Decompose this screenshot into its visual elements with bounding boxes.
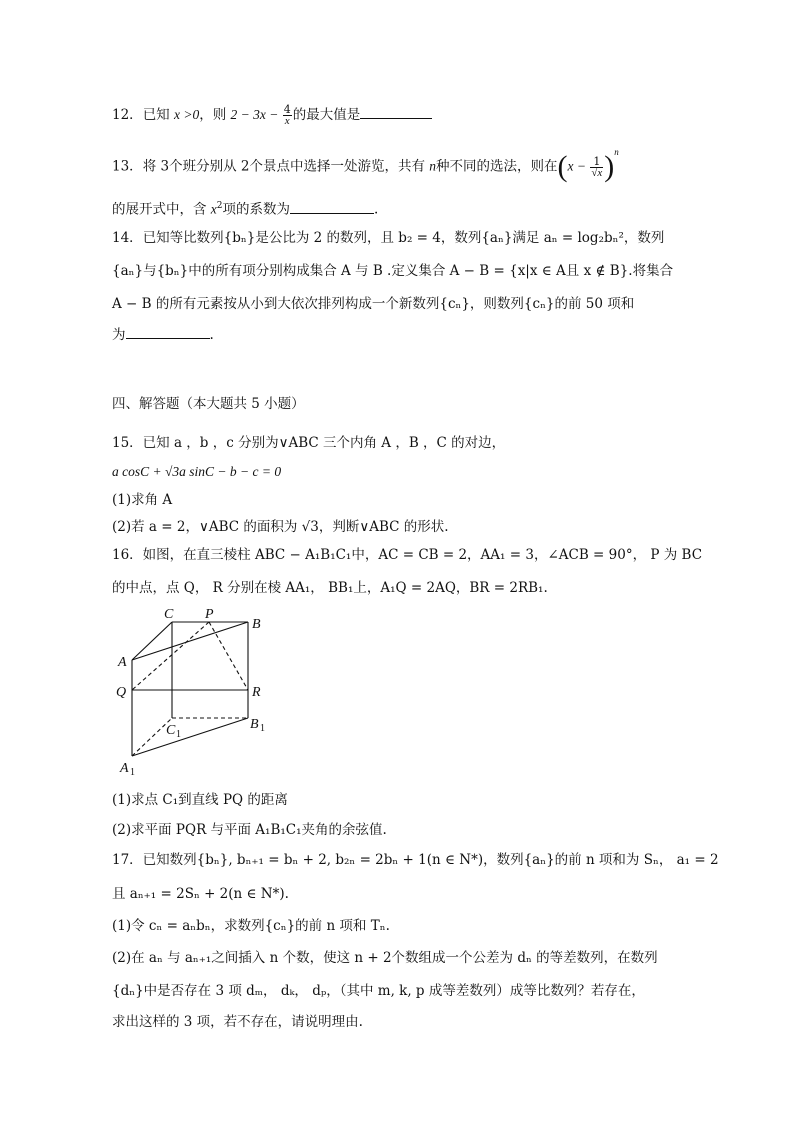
q13-power: n <box>614 147 619 157</box>
question-13-line1 <box>112 147 619 183</box>
question-13-line2 <box>112 196 378 220</box>
q12-frac-den: x <box>284 115 290 127</box>
q12-fraction <box>283 104 292 127</box>
q17-line2: 且 aₙ₊₁ = 2Sₙ + 2(n ∈ N*). <box>112 886 289 902</box>
q13-text-d: 项的系数为 <box>222 201 291 218</box>
label-B: B <box>252 617 261 632</box>
q13-binom-x: x − <box>567 158 590 174</box>
q14-number: 14． <box>112 230 143 246</box>
q13-x: x <box>210 201 217 217</box>
q13-text-c: 的展开式中，含 <box>112 201 211 218</box>
question-14-line3 <box>112 294 634 314</box>
label-B1-sub: 1 <box>260 723 265 734</box>
q13-text-a: 将 3个班分别从 2个景点中选择一处游览，共有 <box>142 158 430 175</box>
section-heading: 四、解答题（本大题共 5 小题） <box>112 396 305 412</box>
q12-number: 12． <box>112 107 143 123</box>
question-14-line4: 为 . <box>112 324 214 345</box>
q17-part1: (1)令 cₙ = aₙbₙ，求数列{cₙ}的前 n 项和 Tₙ. <box>112 918 390 934</box>
q15-line1: 15．已知 a ，b ，c 分别为∨ABC 三个内角 A ，B ，C 的对边， <box>112 435 506 451</box>
q12-post: 的最大值是 <box>292 107 361 123</box>
label-C: C <box>164 607 174 622</box>
q16-part1: (1)求点 C₁到直线 PQ 的距离 <box>112 792 288 808</box>
q15-part1: (1)求角 A <box>112 492 173 508</box>
q14-text-3: A − B 的所有元素按从小到大依次排列构成一个新数列{cₙ}，则数列{cₙ}的前 50 项和 <box>112 296 635 312</box>
q13-answer-blank[interactable] <box>290 199 374 214</box>
q14-text-2: {aₙ}与{bₙ}中的所有项分别构成集合 A 与 B .定义集合 A − B = {x|x ∈ A且 x ∉ B}.将集合 <box>112 263 674 279</box>
q15-equation: a cosC + √3a sinC − b − c = 0 <box>112 464 282 479</box>
q16-part2: (2)求平面 PQR 与平面 A₁B₁C₁夹角的余弦值. <box>112 822 387 838</box>
q13-x-exp: 2 <box>216 201 223 211</box>
q13-fraction <box>590 156 603 179</box>
q15-part2: (2)若 a = 2，∨ABC 的面积为 √3，判断∨ABC 的形状. <box>112 519 449 535</box>
question-14-line1 <box>112 228 664 248</box>
q17-part2a: (2)在 aₙ 与 aₙ₊₁之间插入 n 个数，使这 n + 2个数组成一个公差为 dₙ 的等差数列，在数列 <box>112 950 658 966</box>
q14-answer-blank[interactable] <box>126 324 210 339</box>
label-C1-sub: 1 <box>176 729 181 740</box>
label-P: P <box>205 607 214 622</box>
q14-text-4: 为 <box>112 327 126 343</box>
q16-line1: 16．如图，在直三棱柱 ABC − A₁B₁C₁中，AC = CB = 2，AA₁ = 3，∠ACB = 90°， P 为 BC <box>112 547 703 563</box>
q14-text-1: 已知等比数列{bₙ}是公比为 2 的数列，且 b₂ = 4，数列{aₙ}满足 aₙ = log₂bₙ²，数列 <box>142 230 665 246</box>
q13-right-paren: ) <box>604 150 615 183</box>
label-B1: B <box>250 717 259 732</box>
q13-frac-den: √x <box>591 166 603 179</box>
q13-left-paren: ( <box>557 150 568 183</box>
label-Q: Q <box>116 685 127 700</box>
q12-pre: 已知 <box>142 107 174 123</box>
label-A1-sub: 1 <box>130 767 135 778</box>
q12-answer-blank[interactable] <box>360 104 432 119</box>
q13-text-b: 种不同的选法，则在 <box>436 158 558 175</box>
label-C1: C <box>166 723 176 738</box>
q12-condition: x >0 <box>173 107 200 122</box>
label-A: A <box>118 655 127 670</box>
q12-expression: 2 − 3x − <box>230 107 282 122</box>
label-A1: A <box>120 761 129 776</box>
prism-figure <box>112 600 282 780</box>
q13-number: 13． <box>112 158 143 175</box>
q17-part2b: {dₙ}中是否存在 3 项 dₘ， dₖ， dₚ，（其中 m, k, p 成等差数列）成等比数列？若存在， <box>112 983 645 999</box>
question-14-line2 <box>112 261 673 281</box>
q17-part2c: 求出这样的 3 项，若不存在，请说明理由. <box>112 1014 363 1030</box>
q12-mid: ，则 <box>199 107 231 123</box>
q12-frac-num: 4 <box>283 103 291 116</box>
q13-frac-num: 1 <box>590 156 603 168</box>
label-R: R <box>252 685 261 700</box>
question-12 <box>112 104 432 127</box>
q17-line1: 17．已知数列{bₙ}, bₙ₊₁ = bₙ + 2, b₂ₙ = 2bₙ + 1(n ∈ N*)，数列{aₙ}的前 n 项和为 Sₙ， a₁ = 2 <box>112 852 719 868</box>
q13-n: n <box>429 158 436 174</box>
q13-period: . <box>374 201 379 218</box>
q16-line2: 的中点，点 Q， R 分别在棱 AA₁， BB₁上，A₁Q = 2AQ，BR = 2RB₁. <box>112 580 548 596</box>
